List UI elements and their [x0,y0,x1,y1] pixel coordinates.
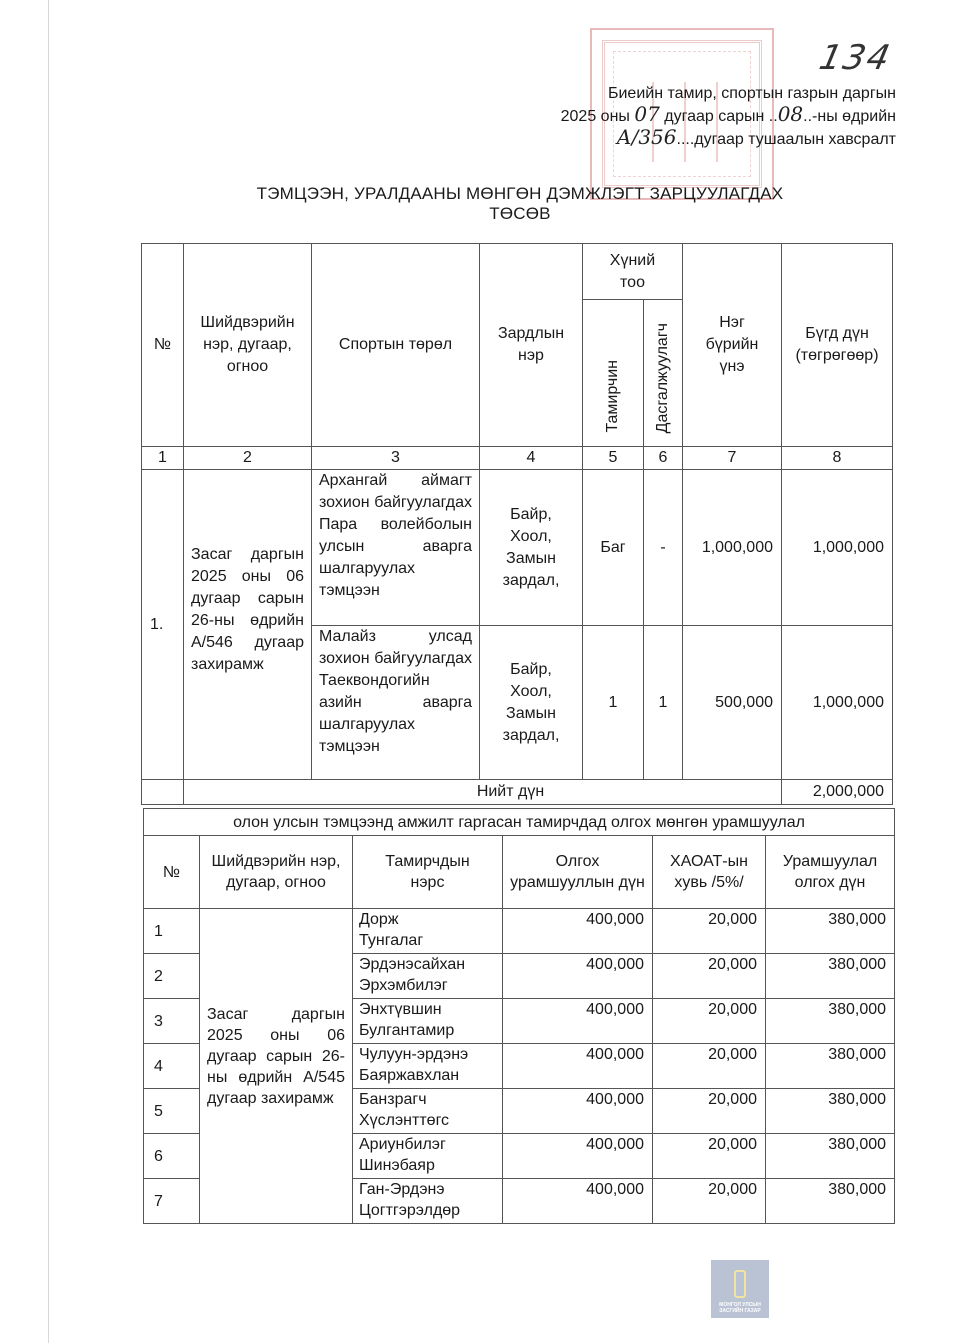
table-row [142,470,893,626]
approval-line-2: 2025 оны 07 дугаар сарын ..08..-ны өдрийн [560,102,896,126]
approval-line-1: Биеийн тамир, спортын газрын даргын [607,85,896,102]
column-number: 5 [583,447,644,470]
athlete-name-cell: Ган-Эрдэнэ Цогтгэрэлдөр [353,1179,503,1224]
government-logo: МОНГОЛ УЛСЫН ЗАСГИЙН ГАЗАР [711,1260,769,1318]
header-athlete: Тамирчин [583,300,644,447]
athlete-name-cell: Банзрагч Хүслэнттөгс [353,1089,503,1134]
header-no: № [144,836,200,909]
athlete-name-cell: Чулуун-эрдэнэ Баяржавхлан [353,1044,503,1089]
header-unit-price: Нэг бүрийн үнэ [683,244,782,447]
column-number: 6 [644,447,683,470]
header-tax: ХАОАТ-ын хувь /5%/ [653,836,766,909]
handwritten-page-number: 134 [815,38,896,78]
expense-cell: Байр, Хоол, Замын зардал, [480,626,583,780]
column-number: 3 [312,447,480,470]
header-people-count: Хүний тоо [583,244,683,300]
column-number: 4 [480,447,583,470]
approval-line-3: А/356....дугаар тушаалын хавсралт [616,125,896,149]
column-number: 7 [683,447,782,470]
handwritten-day: 08 [777,102,804,126]
table-row: 3 Энхтүвшин Булгантамир 400,000 20,000 380,000 [144,999,895,1044]
column-number: 1 [142,447,184,470]
header-total: Бүгд дүн (төгрөгөөр) [782,244,893,447]
header-athlete-name: Тамирчдын нэрс [353,836,503,909]
scan-edge-line [48,0,49,1343]
coaches-cell: - [644,470,683,626]
decision-cell: Засаг даргын 2025 оны 06 дугаар сарын 26-ны өдрийн А/545 дугаар захирамж [200,909,353,1224]
column-number: 2 [184,447,312,470]
table-row: 7 Ган-Эрдэнэ Цогтгэрэлдөр 400,000 20,000 380,000 [144,1179,895,1224]
table-row: 1 Засаг даргын 2025 оны 06 дугаар сарын 26-ны өдрийн А/545 дугаар захирамж Дорж Тунгалаг 400,000 20,000 380,000 [144,909,895,954]
header-net-amount: Урамшуулал олгох дүн [766,836,895,909]
header-decision: Шийдвэрийн нэр, дугаар, огноо [200,836,353,909]
grand-total-label: Нийт дүн [184,780,782,805]
handwritten-month: 07 [634,102,660,126]
soyombo-icon [734,1270,746,1298]
award-table [143,808,895,1224]
sport-cell: Малайз улсад зохион байгуулагдах Таеквондогийн азийн аварга шалгаруулах тэмцээн [312,626,480,780]
column-number: 8 [782,447,893,470]
expense-cell: Байр, Хоол, Замын зардал, [480,470,583,626]
athlete-name-cell: Эрдэнэсайхан Эрхэмбилэг [353,954,503,999]
approval-note [561,83,896,150]
sport-cell: Архангай аймагт зохион байгуулагдах Пара волейболын улсын аварга шалгаруулах тэмцээн [312,470,480,626]
header-award-amount: Олгох урамшууллын дүн [503,836,653,909]
table-row: 2 Эрдэнэсайхан Эрхэмбилэг 400,000 20,000 380,000 [144,954,895,999]
athlete-name-cell: Дорж Тунгалаг [353,909,503,954]
document-title: ТЭМЦЭЭН, УРАЛДААНЫ МӨНГӨН ДЭМЖЛЭГТ ЗАРЦУУЛАГДАХ ТӨСӨВ [256,184,784,223]
group-number: 1. [142,470,184,780]
table-row: 4 Чулуун-эрдэнэ Баяржавхлан 400,000 20,000 380,000 [144,1044,895,1089]
header-no: № [142,244,184,447]
decision-cell: Засаг даргын 2025 оны 06 дугаар сарын 26-ны өдрийн А/546 дугаар захирамж [184,470,312,780]
total-cell: 1,000,000 [782,470,893,626]
table-row: 6 Ариунбилэг Шинэбаяр 400,000 20,000 380,000 [144,1134,895,1179]
header-coach: Дасгалжуулагч [644,300,683,447]
header-sport: Спортын төрөл [312,244,480,447]
athlete-name-cell: Ариунбилэг Шинэбаяр [353,1134,503,1179]
table-row: 5 Банзрагч Хүслэнттөгс 400,000 20,000 380,000 [144,1089,895,1134]
unit-price-cell: 500,000 [683,626,782,780]
coaches-cell: 1 [644,626,683,780]
athletes-cell: 1 [583,626,644,780]
grand-total-row [142,780,893,805]
budget-table [141,243,893,805]
unit-price-cell: 1,000,000 [683,470,782,626]
award-table-banner: олон улсын тэмцээнд амжилт гаргасан тамирчдад олгох мөнгөн урамшуулал [144,809,895,836]
athletes-cell: Баг [583,470,644,626]
total-cell: 1,000,000 [782,626,893,780]
grand-total-value: 2,000,000 [782,780,893,805]
header-decision: Шийдвэрийн нэр, дугаар, огноо [184,244,312,447]
athlete-name-cell: Энхтүвшин Булгантамир [353,999,503,1044]
header-expense: Зардлын нэр [480,244,583,447]
handwritten-order-number: А/356 [616,125,677,149]
